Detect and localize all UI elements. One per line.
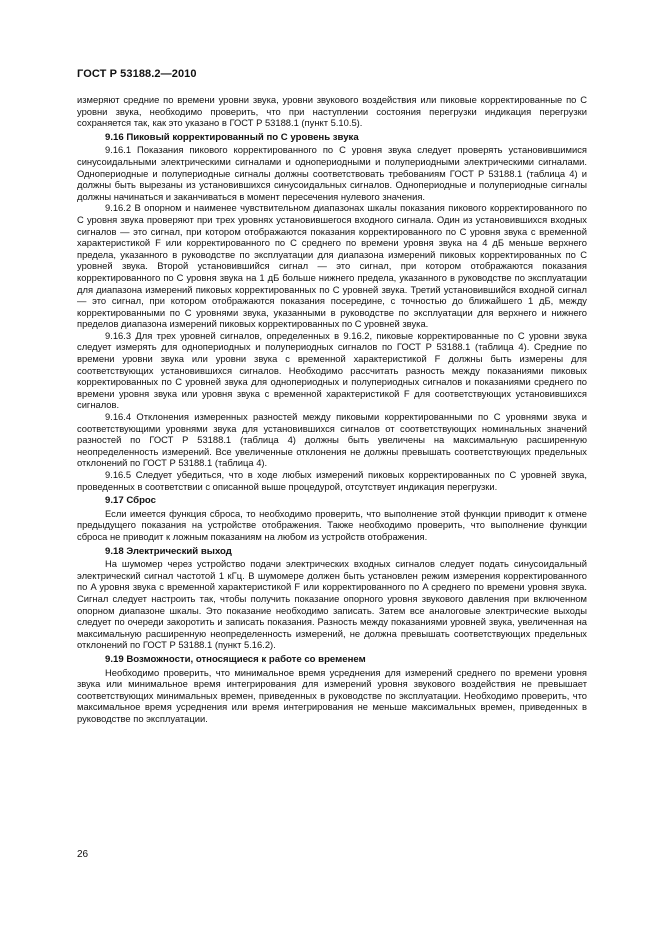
page-number: 26 <box>77 849 89 860</box>
paragraph-9-16-5: 9.16.5 Следует убедиться, что в ходе любых измерений пиковых корректированных по C уровней звука, проведенных в соответствии с описанной выше процедурой, отсутствует индикация перегрузки. <box>77 469 587 492</box>
paragraph-9-16-2: 9.16.2 В опорном и наименее чувствительном диапазонах шкалы показания пикового корректированного по C уровня звука проверяют при трех уровнях установившегося входного сигнала. Один из установившихся входных сигналов — это сигнал, при котором отображаются показания корректированного по C уровня звука с временной характеристикой F или корректированного по C среднего по времени уровня звука на 4 дБ меньше верхнего предела, указанного в руководстве по эксплуатации для диапазона измерений пиковых корректированных по C уровней звука. Второй установившийся сигнал — это сигнал, при котором отображаются показания корректированного по C уровня звука на 1 дБ больше нижнего предела, указанного в руководстве по эксплуатации для диапазона измерений пиковых корректированных по C уровней звука. Третий установившийся входной сигнал — это сигнал, при котором отображаются показания посередине, с точностью до ближайшего 1 дБ, между корректированными по C уровнями звука, указанными в руководстве по эксплуатации для верхнего и нижнего пределов диапазона измерений пиковых корректированных по C уровней звука. <box>77 202 587 330</box>
paragraph-9-16-3: 9.16.3 Для трех уровней сигналов, определенных в 9.16.2, пиковые корректированные по C уровни звука следует измерять для однопериодных и полупериодных сигналов по ГОСТ Р 53188.1 (таблица 4). Средние по времени уровни звука или уровни звука с временной характеристикой F должны быть измерены для соответствующих установившихся сигналов. Необходимо рассчитать разность между показаниями пиковых корректированных по C уровней звука для однопериодных и полупериодных сигналов и показаниями среднего по времени уровня звука или уровня звука с временной характеристикой F для соответствующих установившихся сигналов. <box>77 329 587 411</box>
section-heading-9-17: 9.17 Сброс <box>105 495 156 507</box>
document-body <box>77 94 587 724</box>
section-heading-9-18: 9.18 Электрический выход <box>105 545 232 557</box>
paragraph-9-19: Необходимо проверить, что минимальное время усреднения для измерений среднего по времени уровня звука или минимальное время интегрирования для измерений уровня звукового воздействия не превышает соответствующих минимальных времен, приведенных в руководстве по эксплуатации. Необходимо проверить, что максимальное время усреднения или время интегрирования не меньше максимальных времен, приведенных в руководстве по эксплуатации. <box>77 666 587 724</box>
section-heading-9-16: 9.16 Пиковый корректированный по C уровень звука <box>105 131 359 143</box>
paragraph-continuation: измеряют средние по времени уровни звука, уровни звукового воздействия или пиковые корректированные по C уровни звука, необходимо проверить, что при наступлении состояния перегрузки индикация перегрузки сохраняется так, как это указано в ГОСТ Р 53188.1 (пункт 5.10.5). <box>77 94 587 129</box>
paragraph-9-16-4: 9.16.4 Отклонения измеренных разностей между пиковыми корректированными по C уровнями звука и соответствующими уровнями звука для установившихся сигналов от соответствующих номинальных значений разностей по ГОСТ Р 53188.1 (таблица 4) должны быть увеличены на максимальную расширенную неопределенность измерений. Все увеличенные отклонения не должны превышать соответствующих предельных отклонений по ГОСТ Р 53188.1 (таблица 4). <box>77 411 587 469</box>
document-header: ГОСТ Р 53188.2—2010 <box>77 68 197 80</box>
paragraph-9-18: На шумомер через устройство подачи электрических входных сигналов следует подать синусоидальный электрический сигнал частотой 1 кГц. В шумомере должен быть установлен режим измерения корректированного по A уровня звука с временной характеристикой F или корректированного по A среднего по времени уровня звука. Сигнал следует настроить так, чтобы получить показание опорного уровня звукового давления при включенном опорном диапазоне шкалы. Это показание необходимо записать. Затем все аналоговые электрические выходы следует по очереди закоротить и записать показания. Разность между показаниями уровней звука, увеличенная на максимальную расширенную неопределенность измерений, не должна превышать соответствующих предельных отклонений по ГОСТ Р 53188.1 (пункт 5.16.2). <box>77 558 587 651</box>
paragraph-9-17: Если имеется функция сброса, то необходимо проверить, что выполнение этой функции приводит к отмене предыдущего показания на устройстве отображения. Также необходимо проверить, что выполнение функции сброса не приводит к ложным показаниям на любом из устройств отображения. <box>77 507 587 542</box>
paragraph-9-16-1: 9.16.1 Показания пикового корректированного по C уровня звука следует проверять установившимися синусоидальными электрическими сигналами и однопериодными и полупериодными электрическими сигналами. Однопериодные и полупериодные сигналы должны соответствовать требованиям ГОСТ Р 53188.1 (таблица 4) и должны быть вырезаны из установившихся синусоидальных сигналов. Однопериодные и полупериодные сигналы должны начинаться и заканчиваться в момент пересечения нулевого значения. <box>77 144 587 202</box>
section-heading-9-19: 9.19 Возможности, относящиеся к работе со временем <box>105 653 366 665</box>
